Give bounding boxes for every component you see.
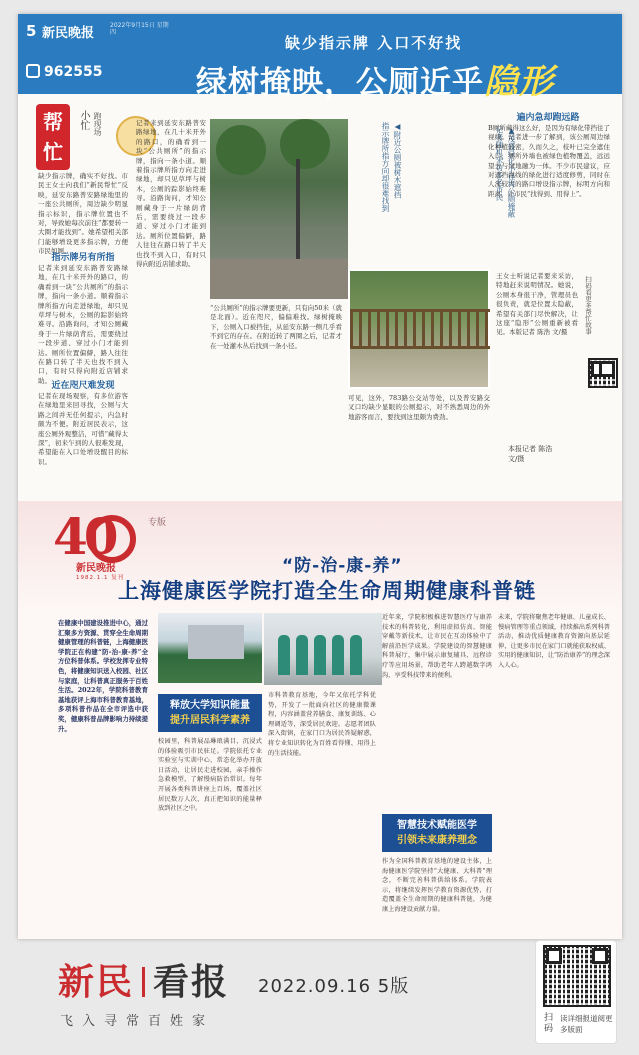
story-text-6: B厕所藏得这么好，是因为有绿化带挡住了视线。记者进一步了解到，该公厕周边绿化种植较密，久而久之，枝叶已完全遮住入口，厕所外墙也被绿色植物覆盖，远远望去与绿地融为一体。不少市民建议，应对遮挡视线的绿化进行适度修剪，同时在人流较大的路口增设指示牌，标明方向和距离，让市民“找得到、用得上”。 [488, 124, 610, 198]
top-story [18, 14, 622, 494]
box2-line1: 智慧技术赋能医学 [397, 820, 477, 831]
special-label: 专版 [148, 518, 167, 528]
subhead-1: 指示牌另有所指 [51, 253, 115, 263]
headline-highlight: 隐形 [484, 62, 554, 102]
brand-a: 新民 [58, 961, 135, 1003]
subhead-2: 近在咫尺难发现 [51, 381, 115, 391]
special-kicker: “防-治-康-养” [282, 556, 403, 576]
anniversary-since: 1982.1.1 复刊 [76, 575, 125, 581]
edition-date: 2022.09.16 5版 [258, 976, 410, 997]
scan-description: 读详细报道阅更多版面 [560, 1014, 613, 1034]
caption-2b: 记者随机采访多名市民 [495, 126, 504, 201]
headline-main: 绿树掩映，公厕近乎 [196, 65, 484, 101]
anniversary-header [18, 501, 622, 611]
brand-divider [142, 967, 145, 997]
page-number: 5 [26, 22, 37, 40]
column-name: 帮忙 [36, 104, 70, 170]
scan-label: 扫码 [544, 1013, 554, 1034]
phone-icon [26, 64, 40, 78]
story-text-4a: 记者来到延安东路普安路绿地，在几十米开外的路口，的确看到一块“公共厕所”的指示牌，指向一条小道。顺着指示牌所指方向走进绿地，却只见草坪与树木，公厕的踪影始终难寻。沿路询问，才知公厕藏身于一片绿荫背后，需要绕过一段步道、穿过小门才能到达。厕所位置偏僻，路人往往在路口转了半天也找不到入口，有时只得向附近店铺求助。 [136, 119, 206, 269]
special-title: 上海健康医学院打造全生命周期健康科普链 [118, 579, 536, 603]
newspaper-page [18, 14, 622, 939]
anniversary-logo: 新民晚报 [76, 563, 116, 574]
byline [508, 444, 552, 464]
section-box-2 [382, 814, 492, 852]
story-text-7: 王女士听说记者要来采访，特地赶来说明情况。她说，公厕本身很干净，管理员也很负责，就是位置太隐蔽，希望有关部门尽快解决，让这座“隐形”公厕重新被看见。本版记者 陈浩 文/摄 [496, 272, 578, 337]
headline [196, 54, 554, 103]
special-text-a: 校园里，科普展品琳琅满目，沉浸式的体验吸引市民驻足。学院依托专业实验室与实训中心，常态化举办开放日活动，让居民走进校园，亲手操作急救模型，了解慢病防治常识。每年开展各类科普讲座上百场，覆盖社区居民数万人次，真正把知识的能量释放到社区之中。 [158, 738, 262, 813]
caption-1b: 指示牌所指方向却很难找到 [381, 122, 390, 212]
paper-logo: 新民晚报 [42, 26, 95, 41]
hotline [26, 64, 102, 80]
anniversary-special [18, 501, 622, 939]
anniversary-number: 40 [53, 507, 115, 566]
qr-code-small[interactable] [588, 358, 618, 388]
special-intro: 在健康中国建设推进中心，通过汇聚多方资源、贯穿全生命周期健康管理的科普链，上海健康医学院正在构建“防-治-康-养”全方位科普体系。学校发挥专业特色，将健康知识送入校园、社区与家庭，让科普真正服务于百姓生活。2022年，学院科普教育基地获评上海市科普教育基地，多项科普作品在全市评选中获奖，健康科普品牌影响力持续提升。 [58, 619, 148, 733]
caption-2a: ▲茂盛绿化小径将公厕掩蔽 [507, 126, 516, 218]
qr-label: 扫码看更多帮忙故事 [584, 276, 592, 335]
issue-date: 2022年9月15日 星期四 [110, 22, 169, 36]
campus-photo [158, 613, 262, 683]
staff-photo [264, 613, 382, 685]
byline-2: 文/摄 [508, 455, 525, 463]
column-sub: 小忙 [78, 110, 89, 130]
hotline-number: 962555 [44, 64, 103, 80]
section-box-1 [158, 694, 262, 732]
qr-code[interactable] [543, 945, 611, 1007]
story-text-1: 缺少指示牌，确实不好找。市民王女士向我们“新民帮忙”反映，延安东路普安路绿地里的一座公共厕所，周边缺少明显指示标识，指示牌位置也不对，导致她每次前往“都要转一大圈才能找到”。她希望相关部门能够增设更多指示牌，方便市民如厕。 [38, 172, 128, 256]
column-tag [36, 104, 102, 170]
special-text-d: 作为全国科普教育基地的建设主体，上海健康医学院坚持“大健康、大科普”理念，不断完善科普供给体系。学院表示，将继续发挥医学教育资源优势，打造覆盖全生命周期的健康科普链，为健康上海建设贡献力量。 [382, 858, 492, 913]
story-text-2: 记者来到延安东路普安路绿地，在几十米开外的路口，的确看到一块“公共厕所”的指示牌，指向一条小道。顺着指示牌所指方向走进绿地，却只见草坪与树木，公厕的踪影始终难寻。沿路询问，才知公厕藏身于一片绿荫背后，需要绕过一段步道、穿过小门才能到达。厕所位置偏僻，路人往往在路口转了半天也找不到入口，有时只得向附近店铺求助。 [38, 264, 128, 385]
special-text-b: 市科普教育基地，今年又依托学科优势，开发了一批面向社区的健康微课程，内容涵盖营养膳食、康复训练、心理调适等，深受居民欢迎。志愿者团队深入街镇，在家门口为居民答疑解惑，将专业知识转化为百姓看得懂、用得上的生活技能。 [268, 692, 376, 757]
story-text-3: 记者在现场观察，有多位游客在绿地里来回寻找，公厕与大路之间并无任何提示，内急时颇为不便。附近居民表示，这座公厕外观整洁，可惜“藏得太深”，初来乍到的人很难发现，希望能在入口处增设醒目的标识。 [38, 392, 128, 466]
special-text-c: 近年来，学院积极推进智慧医疗与康养技术的科普转化，利用虚拟仿真、智能穿戴等新技术，让市民在互动体验中了解前沿医学成果。学院建设的智慧健康科普展厅，集中展示康复辅具、远程诊疗等应用场景，帮助老年人跨越数字鸿沟，享受科技带来的便利。 [382, 614, 492, 679]
subhead-3: 遍内急却跑远路 [516, 113, 580, 123]
story-text-5: 可见，这外，783路公交站等处，以及普安路交叉口均缺少显眼的公厕提示，对不熟悉周边的外地游客而言，要找到这里颇为费劲。 [348, 394, 490, 421]
headline-kicker: 缺少指示牌 入口不好找 [285, 34, 463, 52]
slogan: 飞入寻常百姓家 [60, 1014, 215, 1029]
column-sub2: 跑现场 [93, 112, 102, 136]
photo-caption-1 [354, 122, 410, 242]
story-text-4: “公共厕所”的指示牌要更新，只有向50米（就是北面）。近在咫尺，偏偏难找。绿树掩映下，公厕入口被挡住，从延安东路一侧几乎看不到它的存在。在附近转了两圈之后，记者才在一处灌木丛后找到一条小径。 [210, 304, 342, 350]
brand-logo [58, 954, 229, 1005]
photo-fenced-path [348, 269, 490, 389]
qr-card[interactable] [535, 940, 617, 1044]
brand-b: 看报 [153, 961, 230, 1003]
box1-line2: 提升居民科学素养 [170, 715, 250, 726]
special-text-e: 未来，学院将聚焦老年健康、儿童成长、慢病管理等重点领域，持续推出系列科普活动，推动优质健康教育资源向基层延伸，让更多市民在家门口就能获取权威、实用的健康知识，让“防治康养”的理念深入人心。 [498, 614, 610, 669]
photo-toilet-in-trees [210, 119, 348, 299]
byline-1: 本报记者 陈浩 [508, 445, 553, 453]
caption-1a: ◀附近公厕被树木遮挡 [393, 122, 402, 199]
box2-line2: 引领未来康养理念 [397, 835, 477, 846]
box1-line1: 释放大学知识能量 [170, 700, 250, 711]
headline-band [18, 14, 622, 102]
